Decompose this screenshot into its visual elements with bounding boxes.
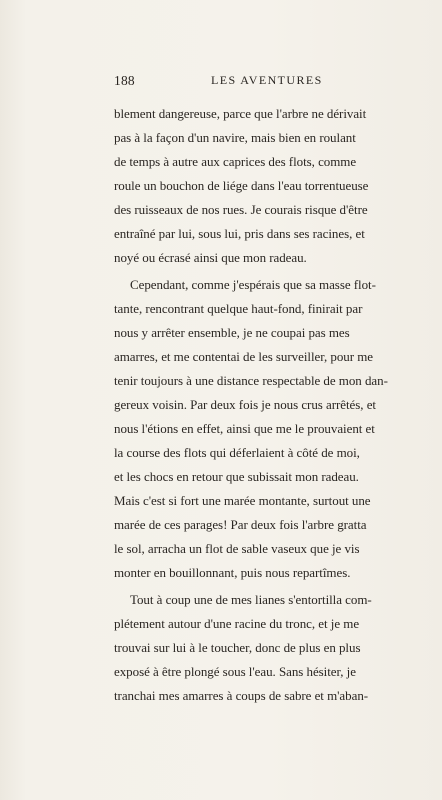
text-line: nous l'étions en effet, ainsi que me le prouvaient et (114, 421, 375, 436)
text-line: Mais c'est si fort une marée montante, surtout une (114, 493, 371, 508)
paragraph-3 (114, 588, 372, 708)
text-line: la course des flots qui déferlaient à côté de moi, (114, 445, 360, 460)
text-line: tante, rencontrant quelque haut-fond, finirait par (114, 301, 363, 316)
text-line: gereux voisin. Par deux fois je nous crus arrêtés, et (114, 397, 376, 412)
paragraph-2 (114, 273, 388, 585)
text-line: exposé à être plongé sous l'eau. Sans hésiter, je (114, 664, 356, 679)
text-line: trouvai sur lui à le toucher, donc de plus en plus (114, 640, 361, 655)
page-number: 188 (114, 73, 135, 88)
text-line: plétement autour d'une racine du tronc, et je me (114, 616, 360, 631)
text-line: Cependant, comme j'espérais que sa masse flot- (130, 277, 376, 292)
text-line: entraîné par lui, sous lui, pris dans ses racines, et (114, 226, 365, 241)
text-line: pas à la façon d'un navire, mais bien en roulant (114, 130, 356, 145)
text-line: roule un bouchon de liége dans l'eau torrentueuse (114, 178, 369, 193)
text-line: noyé ou écrasé ainsi que mon radeau. (114, 250, 307, 265)
running-title: LES AVENTURES (211, 73, 323, 87)
text-line: le sol, arracha un flot de sable vaseux que je vis (114, 541, 360, 556)
text-line: amarres, et me contentai de les surveiller, pour me (114, 349, 373, 364)
body-text (114, 102, 388, 711)
page-header (114, 73, 338, 89)
text-line: des ruisseaux de nos rues. Je courais risque d'être (114, 202, 368, 217)
text-line: blement dangereuse, parce que l'arbre ne dérivait (114, 106, 367, 121)
text-line: marée de ces parages! Par deux fois l'arbre gratta (114, 517, 367, 532)
text-line: monter en bouillonnant, puis nous repartîmes. (114, 565, 351, 580)
paragraph-1 (114, 102, 369, 270)
text-line: et les chocs en retour que subissait mon radeau. (114, 469, 359, 484)
text-line: tranchai mes amarres à coups de sabre et m'aban- (114, 688, 369, 703)
text-line: tenir toujours à une distance respectable de mon dan- (114, 373, 388, 388)
text-line: Tout à coup une de mes lianes s'entortilla com- (130, 592, 372, 607)
text-line: nous y arrêter ensemble, je ne coupai pas mes (114, 325, 350, 340)
text-line: de temps à autre aux caprices des flots, comme (114, 154, 357, 169)
